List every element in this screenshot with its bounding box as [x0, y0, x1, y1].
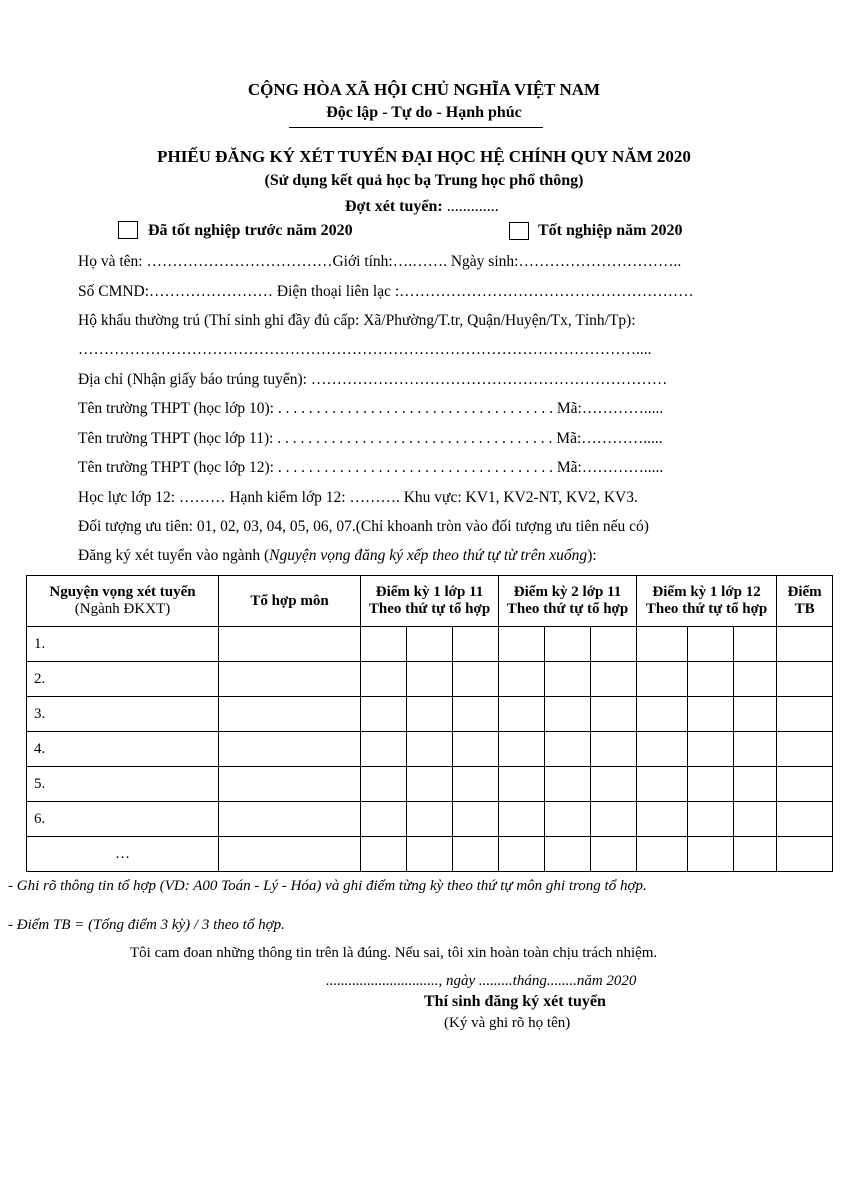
score-cell[interactable]: [688, 627, 734, 662]
academic-conduct-region-field[interactable]: Học lực lớp 12: ……… Hạnh kiểm lớp 12: ………. Khu vực: KV1, KV2-NT, KV2, KV3.: [78, 489, 638, 506]
score-cell[interactable]: [499, 802, 545, 837]
admission-round-label: Đợt xét tuyển:: [345, 198, 443, 215]
score-cell[interactable]: [407, 837, 453, 872]
school-grade10-field[interactable]: Tên trường THPT (học lớp 10): . . . . . . . . . . . . . . . . . . . . . . . . . . . . . . . . . . . . Mã:………….....: [78, 400, 664, 417]
table-row: [27, 837, 833, 872]
header-term1-grade11-title: Điểm kỳ 1 lớp 11: [375, 584, 484, 600]
header-aspiration-title: Nguyện vọng xét tuyển: [49, 584, 196, 600]
score-cell[interactable]: [361, 767, 407, 802]
header-term1-grade11: [361, 576, 499, 627]
mailing-address-field[interactable]: Địa chỉ (Nhận giấy báo trúng tuyển): ……………………………………………………………: [78, 371, 668, 388]
average-cell[interactable]: [777, 627, 833, 662]
row-number: …: [27, 837, 219, 872]
admission-round: [345, 198, 499, 216]
score-cell[interactable]: [361, 732, 407, 767]
score-cell[interactable]: [499, 662, 545, 697]
score-cell[interactable]: [734, 732, 777, 767]
score-cell[interactable]: [734, 837, 777, 872]
score-cell[interactable]: [499, 767, 545, 802]
row-number: 4.: [27, 732, 219, 767]
average-cell[interactable]: [777, 767, 833, 802]
score-cell[interactable]: [361, 627, 407, 662]
header-average-title: Điểm: [787, 584, 822, 600]
score-cell[interactable]: [637, 627, 688, 662]
score-cell[interactable]: [545, 627, 591, 662]
header-subject-combination: Tổ hợp môn: [219, 576, 361, 627]
average-cell[interactable]: [777, 802, 833, 837]
row-number: 1.: [27, 627, 219, 662]
score-cell[interactable]: [591, 802, 637, 837]
header-term1-grade12: [637, 576, 777, 627]
subject-cell[interactable]: [219, 802, 361, 837]
score-cell[interactable]: [407, 767, 453, 802]
row-number: 6.: [27, 802, 219, 837]
graduated-before-checkbox[interactable]: [118, 221, 138, 239]
score-cell[interactable]: [453, 697, 499, 732]
score-cell[interactable]: [688, 662, 734, 697]
score-cell[interactable]: [407, 802, 453, 837]
header-term2-grade11-title: Điểm kỳ 2 lớp 11: [513, 584, 622, 600]
score-cell[interactable]: [637, 662, 688, 697]
score-cell[interactable]: [688, 767, 734, 802]
permanent-address-label: Hộ khẩu thường trú (Thí sinh ghi đầy đủ cấp: Xã/Phường/T.tr, Quận/Huyện/Tx, Tỉnh/Tp):: [78, 312, 636, 329]
score-cell[interactable]: [591, 837, 637, 872]
score-cell[interactable]: [453, 732, 499, 767]
school-grade11-field[interactable]: Tên trường THPT (học lớp 11): . . . . . . . . . . . . . . . . . . . . . . . . . . . . . . . . . . . . Mã:………….....: [78, 430, 663, 447]
table-row: [27, 732, 833, 767]
score-cell[interactable]: [637, 767, 688, 802]
score-cell[interactable]: [545, 802, 591, 837]
header-term2-grade11: [499, 576, 637, 627]
score-cell[interactable]: [545, 697, 591, 732]
commitment-statement: Tôi cam đoan những thông tin trên là đúng. Nếu sai, tôi xin hoàn toàn chịu trách nhiệm.: [130, 945, 658, 961]
table-row: [27, 627, 833, 662]
average-cell[interactable]: [777, 732, 833, 767]
subject-cell[interactable]: [219, 627, 361, 662]
average-cell[interactable]: [777, 697, 833, 732]
subject-cell[interactable]: [219, 662, 361, 697]
score-cell[interactable]: [637, 802, 688, 837]
score-cell[interactable]: [499, 732, 545, 767]
graduated-before-label: Đã tốt nghiệp trước năm 2020: [148, 222, 353, 239]
score-cell[interactable]: [545, 767, 591, 802]
score-cell[interactable]: [361, 802, 407, 837]
graduating-2020-checkbox[interactable]: [509, 222, 529, 240]
score-cell[interactable]: [545, 837, 591, 872]
header-term1-grade11-sub: Theo thứ tự tổ hợp: [368, 601, 491, 617]
name-gender-dob-field[interactable]: Họ và tên: ………………………………Giới tính:….……. Ngày sinh:…………………………..: [78, 253, 682, 270]
row-number: 5.: [27, 767, 219, 802]
score-cell[interactable]: [591, 732, 637, 767]
header-average-score: [777, 576, 833, 627]
priority-group-field[interactable]: Đối tượng ưu tiên: 01, 02, 03, 04, 05, 06, 07.(Chỉ khoanh tròn vào đối tượng ưu tiên nếu có): [78, 518, 649, 535]
major-registration-suffix: ):: [587, 547, 597, 564]
subject-cell[interactable]: [219, 767, 361, 802]
table-row: [27, 767, 833, 802]
score-cell[interactable]: [591, 767, 637, 802]
table-row: [27, 662, 833, 697]
header-average-sub: TB: [794, 601, 815, 617]
header-aspiration: [27, 576, 219, 627]
form-subtitle: (Sử dụng kết quả học bạ Trung học phổ thông): [264, 172, 584, 189]
score-cell[interactable]: [545, 662, 591, 697]
major-registration-note: Nguyện vọng đăng ký xếp theo thứ tự từ trên xuống: [269, 547, 588, 564]
score-cell[interactable]: [499, 627, 545, 662]
score-cell[interactable]: [407, 732, 453, 767]
header-term1-grade12-title: Điểm kỳ 1 lớp 12: [652, 584, 761, 600]
subject-cell[interactable]: [219, 697, 361, 732]
score-cell[interactable]: [734, 662, 777, 697]
header-term1-grade12-sub: Theo thứ tự tổ hợp: [645, 601, 768, 617]
permanent-address-field[interactable]: ………………………………………………………………………………………………....: [78, 341, 652, 358]
table-row: [27, 802, 833, 837]
motto: Độc lập - Tự do - Hạnh phúc: [326, 104, 522, 121]
score-cell[interactable]: [734, 697, 777, 732]
subject-cell[interactable]: [219, 837, 361, 872]
row-number: 2.: [27, 662, 219, 697]
major-registration-prefix: Đăng ký xét tuyển vào ngành (: [78, 547, 270, 564]
aspiration-table: [26, 575, 833, 872]
score-cell[interactable]: [499, 837, 545, 872]
score-cell[interactable]: [407, 697, 453, 732]
score-cell[interactable]: [361, 662, 407, 697]
major-registration-label: [78, 547, 597, 565]
country-name: CỘNG HÒA XÃ HỘI CHỦ NGHĨA VIỆT NAM: [247, 80, 601, 99]
score-cell[interactable]: [688, 837, 734, 872]
score-cell[interactable]: [688, 802, 734, 837]
score-cell[interactable]: [545, 732, 591, 767]
score-cell[interactable]: [591, 662, 637, 697]
header-aspiration-sub: (Ngành ĐKXT): [74, 601, 171, 617]
score-cell[interactable]: [734, 627, 777, 662]
score-cell[interactable]: [499, 697, 545, 732]
score-cell[interactable]: [453, 662, 499, 697]
table-row: [27, 697, 833, 732]
score-cell[interactable]: [361, 697, 407, 732]
score-cell[interactable]: [453, 767, 499, 802]
score-cell[interactable]: [637, 837, 688, 872]
signature-date-line[interactable]: .............................., ngày .........tháng........năm 2020: [326, 973, 637, 989]
score-cell[interactable]: [591, 627, 637, 662]
score-cell[interactable]: [734, 767, 777, 802]
average-cell[interactable]: [777, 837, 833, 872]
score-cell[interactable]: [688, 732, 734, 767]
note-average-score: - Điểm TB = (Tổng điểm 3 kỳ) / 3 theo tổ hợp.: [8, 917, 285, 933]
score-cell[interactable]: [688, 697, 734, 732]
score-cell[interactable]: [407, 662, 453, 697]
score-cell[interactable]: [591, 697, 637, 732]
admission-round-value[interactable]: .............: [446, 198, 499, 215]
score-cell[interactable]: [734, 802, 777, 837]
table-header-row: [27, 576, 833, 627]
signature-note: (Ký và ghi rõ họ tên): [444, 1015, 571, 1031]
average-cell[interactable]: [777, 662, 833, 697]
header-term2-grade11-sub: Theo thứ tự tổ hợp: [506, 601, 629, 617]
motto-underline: [289, 127, 543, 128]
score-cell[interactable]: [637, 732, 688, 767]
signature-title: Thí sinh đăng ký xét tuyển: [424, 993, 606, 1010]
form-title: PHIẾU ĐĂNG KÝ XÉT TUYỂN ĐẠI HỌC HỆ CHÍNH QUY NĂM 2020: [157, 147, 691, 166]
graduating-2020-label: Tốt nghiệp năm 2020: [538, 222, 683, 239]
school-grade12-field[interactable]: Tên trường THPT (học lớp 12): . . . . . . . . . . . . . . . . . . . . . . . . . . . . . . . . . . . . Mã:………….....: [78, 459, 664, 476]
id-phone-field[interactable]: Số CMND:…………………… Điện thoại liên lạc :…………………………………………………: [78, 283, 694, 300]
subject-cell[interactable]: [219, 732, 361, 767]
score-cell[interactable]: [453, 627, 499, 662]
score-cell[interactable]: [637, 697, 688, 732]
row-number: 3.: [27, 697, 219, 732]
note-subject-combination: - Ghi rõ thông tin tổ hợp (VD: A00 Toán - Lý - Hóa) và ghi điểm từng kỳ theo thứ tự môn ghi trong tổ hợp.: [8, 878, 647, 894]
score-cell[interactable]: [453, 837, 499, 872]
score-cell[interactable]: [453, 802, 499, 837]
score-cell[interactable]: [361, 837, 407, 872]
score-cell[interactable]: [407, 627, 453, 662]
